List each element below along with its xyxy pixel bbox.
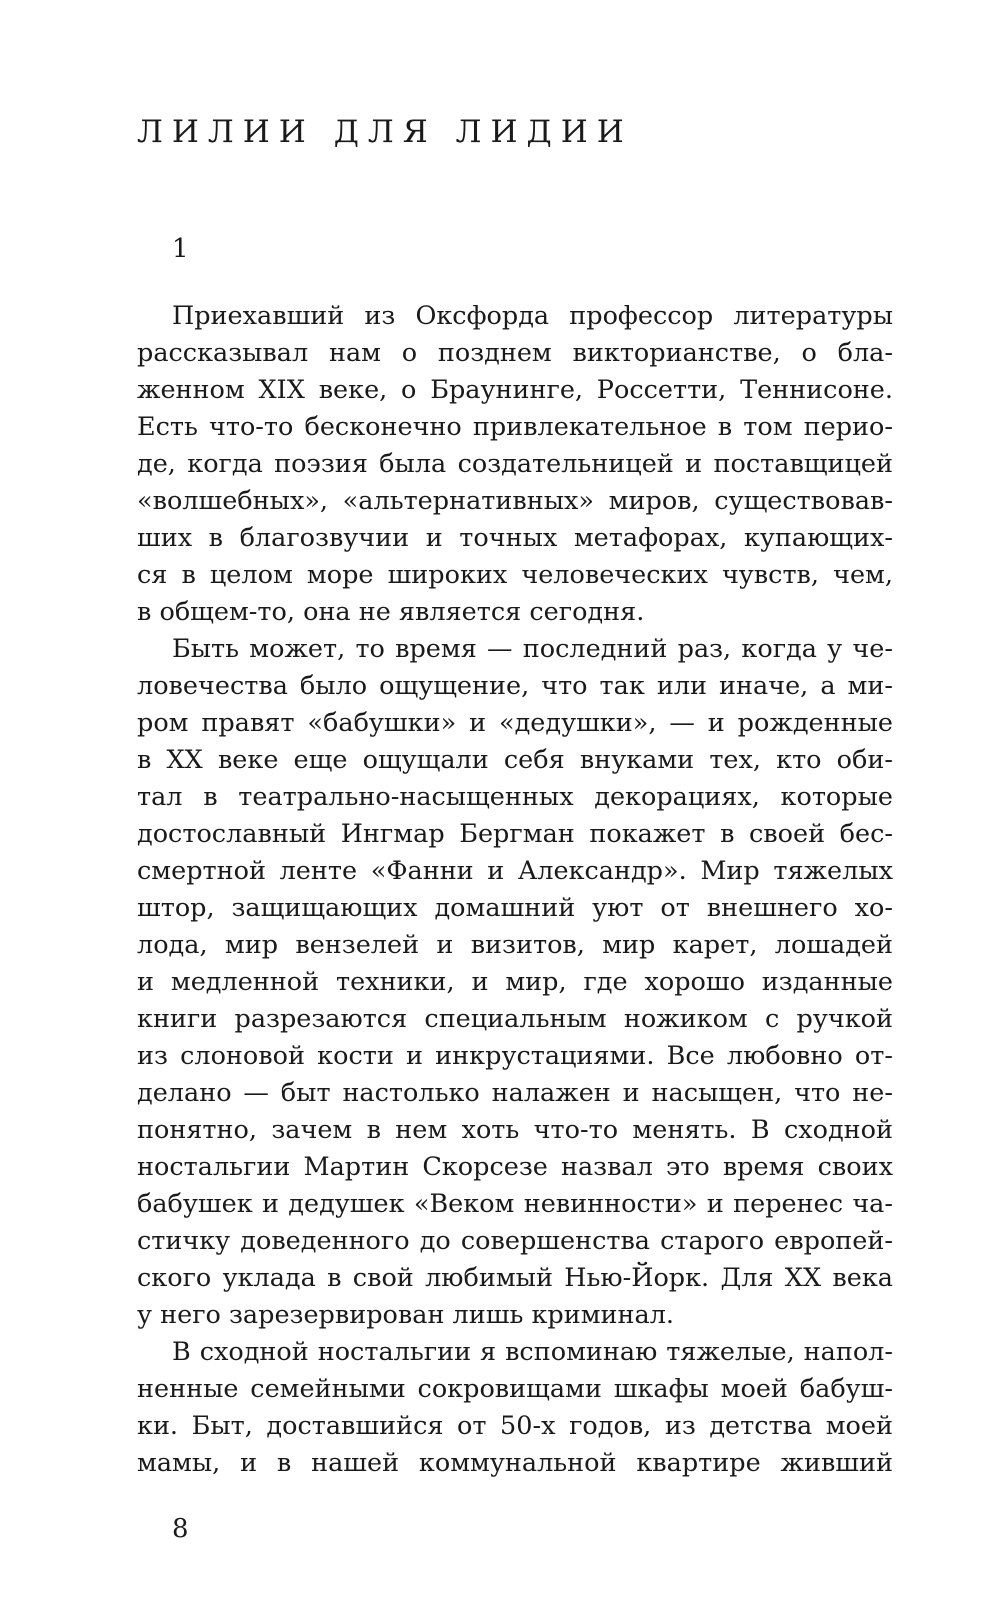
text-line: ших в благозвучии и точных метафорах, купающих-: [137, 523, 893, 553]
text-line: ловечества было ощущение, что так или иначе, а ми-: [137, 671, 893, 701]
text-line: де, когда поэзия была создательницей и поставщицей: [137, 449, 893, 479]
text-line: лода, мир вензелей и визитов, мир карет, лошадей: [137, 930, 893, 960]
text-line: женном XIX веке, о Браунинге, Россетти, Теннисоне.: [137, 375, 893, 405]
text-line: ского уклада в свой любимый Нью-Йорк. Для XX века: [137, 1263, 893, 1293]
text-line: штор, защищающих домашний уют от внешнего хо-: [137, 893, 893, 923]
text-line: смертной ленте «Фанни и Александр». Мир тяжелых: [137, 856, 893, 886]
body-text: [137, 298, 893, 1482]
text-line: книги разрезаются специальным ножиком с ручкой: [137, 1004, 893, 1034]
paragraph: [137, 631, 893, 1334]
text-line: в XX веке еще ощущали себя внуками тех, кто оби-: [137, 745, 893, 775]
paragraph: [137, 1334, 893, 1482]
text-line: ки. Быт, доставшийся от 50-х годов, из детства моей: [137, 1411, 893, 1441]
text-line: в общем-то, она не является сегодня.: [137, 597, 645, 627]
text-line: достославный Ингмар Бергман покажет в своей бес-: [137, 819, 893, 849]
chapter-title: ЛИЛИИ ДЛЯ ЛИДИИ: [137, 114, 633, 150]
text-line: ром правят «бабушки» и «дедушки», — и рожденные: [137, 708, 893, 738]
text-line: бабушек и дедушек «Веком невинности» и перенес ча-: [137, 1189, 893, 1219]
text-line: понятно, зачем в нем хоть что-то менять. В сходной: [137, 1115, 893, 1145]
text-line: «волшебных», «альтернативных» миров, существовав-: [137, 486, 893, 516]
section-number: 1: [172, 234, 189, 264]
text-line: и медленной техники, и мир, где хорошо изданные: [137, 967, 893, 997]
text-line: Приехавший из Оксфорда профессор литературы: [172, 301, 893, 331]
text-line: Быть может, то время — последний раз, когда у че-: [172, 634, 893, 664]
text-line: рассказывал нам о позднем викторианстве, о бла-: [137, 338, 893, 368]
text-line: из слоновой кости и инкрустациями. Все любовно от-: [137, 1041, 893, 1071]
text-line: Есть что-то бесконечно привлекательное в том перио-: [137, 412, 893, 442]
text-line: ся в целом море широких человеческих чувств, чем,: [137, 560, 893, 590]
text-line: мамы, и в нашей коммунальной квартире живший: [137, 1448, 893, 1478]
text-line: стичку доведенного до совершенства старого европей-: [137, 1226, 893, 1256]
text-line: тал в театрально-насыщенных декорациях, которые: [137, 782, 893, 812]
text-line: В сходной ностальгии я вспоминаю тяжелые, напол-: [172, 1337, 893, 1367]
text-line: ненные семейными сокровищами шкафы моей бабуш-: [137, 1374, 893, 1404]
text-line: ностальгии Мартин Скорсезе назвал это время своих: [137, 1152, 893, 1182]
page-number: 8: [172, 1514, 189, 1544]
text-line: делано — быт настолько налажен и насыщен, что не-: [137, 1078, 893, 1108]
paragraph: [137, 298, 893, 631]
text-line: у него зарезервирован лишь криминал.: [137, 1300, 675, 1330]
